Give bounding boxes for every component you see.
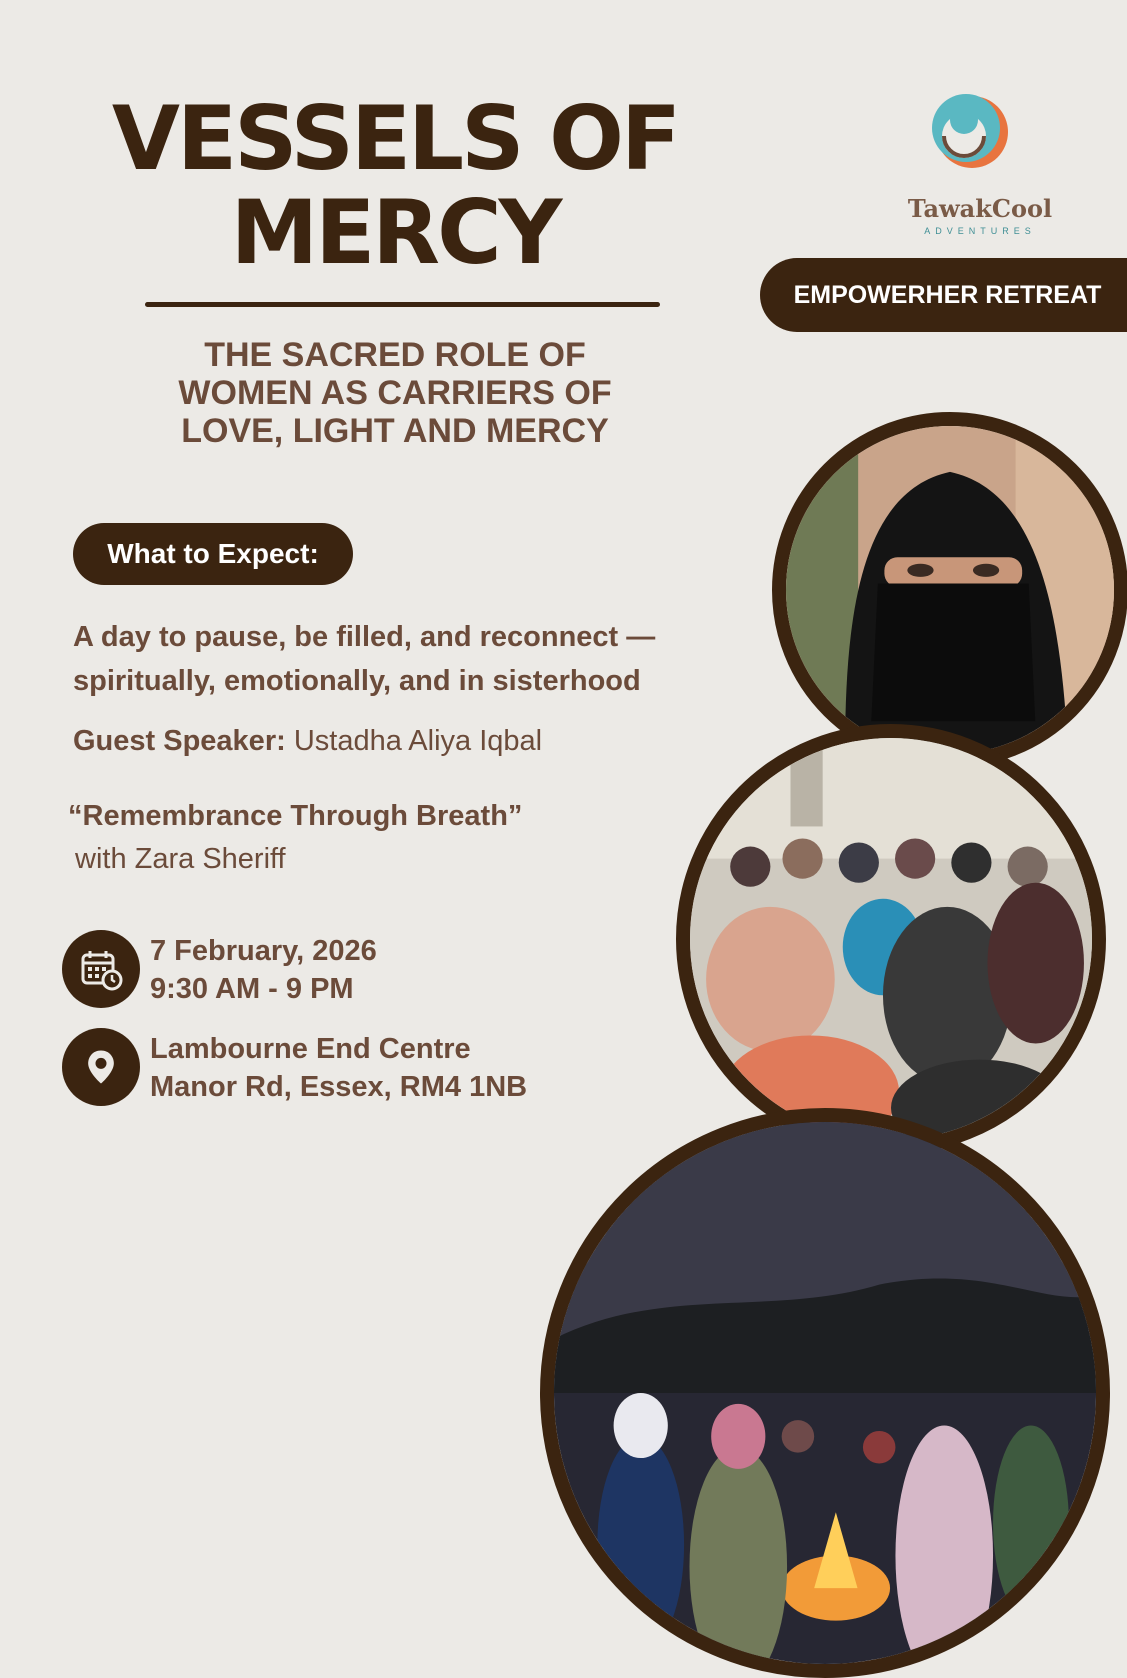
venue-address: Manor Rd, Essex, RM4 1NB bbox=[150, 1071, 528, 1103]
event-where bbox=[150, 1030, 527, 1106]
brand-tagline: ADVENTURES bbox=[924, 226, 1036, 236]
calendar-clock-icon bbox=[62, 930, 140, 1008]
description-line1: A day to pause, be filled, and reconnect — bbox=[73, 621, 656, 653]
subtitle-line3: LOVE, LIGHT AND MERCY bbox=[181, 412, 609, 450]
photo-speaker-portrait bbox=[772, 412, 1127, 768]
title-divider bbox=[145, 302, 660, 307]
event-subtitle bbox=[120, 336, 670, 450]
location-pin-icon bbox=[62, 1028, 140, 1106]
event-time: 9:30 AM - 9 PM bbox=[150, 973, 354, 1005]
speaker-label: Guest Speaker: bbox=[73, 725, 286, 757]
photo-group-session bbox=[676, 724, 1106, 1154]
session-title: “Remembrance Through Breath” bbox=[68, 800, 523, 832]
venue-name: Lambourne End Centre bbox=[150, 1033, 471, 1065]
event-when bbox=[150, 932, 377, 1008]
event-title-line2: MERCY bbox=[230, 181, 560, 284]
guest-speaker bbox=[73, 721, 733, 761]
description-line2: spiritually, emotionally, and in sisterhood bbox=[73, 665, 641, 697]
photo-campfire-gathering bbox=[540, 1108, 1110, 1678]
subtitle-line1: THE SACRED ROLE OF bbox=[204, 336, 586, 374]
speaker-name: Ustadha Aliya Iqbal bbox=[293, 725, 543, 757]
event-title bbox=[60, 87, 730, 284]
brand-name: TawakCool bbox=[907, 194, 1053, 223]
event-type-badge: EMPOWERHER RETREAT bbox=[760, 258, 1127, 332]
event-title-line1: VESSELS OF bbox=[111, 87, 679, 190]
subtitle-line2: WOMEN AS CARRIERS OF bbox=[178, 374, 612, 412]
section-label: What to Expect: bbox=[73, 523, 353, 585]
session-host: with Zara Sheriff bbox=[75, 843, 286, 875]
event-date: 7 February, 2026 bbox=[150, 935, 377, 967]
event-description bbox=[73, 615, 733, 703]
